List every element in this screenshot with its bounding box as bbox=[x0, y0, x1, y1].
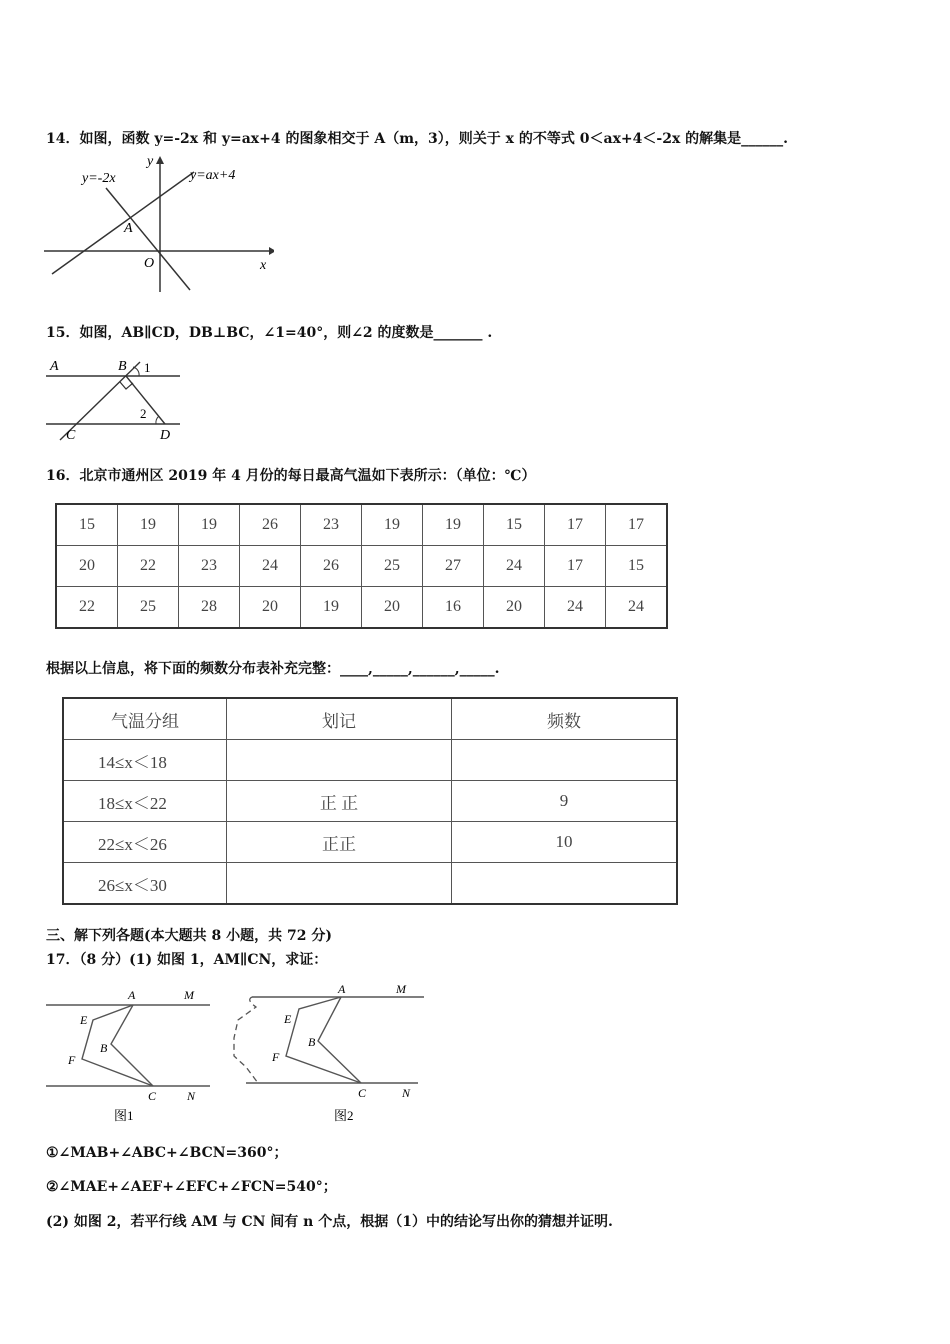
label-d: D bbox=[160, 428, 171, 443]
caption-fig2: 图2 bbox=[334, 1108, 354, 1123]
dashed-path bbox=[234, 997, 258, 1083]
q17-figure-1 bbox=[44, 982, 214, 1127]
q16-prompt: 根据以上信息，将下面的频数分布表补充完整：____,_____,______,_____. bbox=[46, 661, 500, 677]
label-f: F bbox=[68, 1053, 76, 1067]
temperature-table bbox=[55, 503, 668, 629]
label-y: y bbox=[147, 154, 154, 169]
label-b: B bbox=[100, 1041, 108, 1055]
table-row: 26≤x＜30 bbox=[63, 863, 677, 905]
label-n: N bbox=[187, 1089, 196, 1103]
table-header-row bbox=[63, 698, 677, 740]
q14-figure bbox=[44, 152, 274, 294]
label-angle2: 2 bbox=[140, 406, 147, 421]
angle2-arc bbox=[156, 416, 159, 424]
label-point-a: A bbox=[124, 221, 133, 236]
label-e: E bbox=[80, 1013, 88, 1027]
section-title: 三、解下列各题(本大题共 8 小题，共 72 分) bbox=[46, 928, 332, 944]
header-count: 频数 bbox=[452, 698, 678, 740]
q17-claim-2: ②∠MAE+∠AEF+∠EFC+∠FCN=540°； bbox=[46, 1179, 337, 1195]
label-a: A bbox=[128, 988, 136, 1002]
q15-text: 15．如图，AB∥CD，DB⊥BC，∠1=40°，则∠2 的度数是_______ . bbox=[46, 325, 493, 341]
q17-claim-1: ①∠MAB+∠ABC+∠BCN=360°； bbox=[46, 1145, 288, 1161]
line-y-neg2x bbox=[106, 188, 190, 290]
x-axis-arrow bbox=[269, 247, 274, 255]
label-m: M bbox=[184, 988, 194, 1002]
table-row: 15 19 19 26 23 19 19 15 17 17 bbox=[56, 504, 667, 546]
table-row: 20 22 23 24 26 25 27 24 17 15 bbox=[56, 546, 667, 587]
label-angle1: 1 bbox=[144, 360, 151, 375]
caption-fig1: 图1 bbox=[114, 1108, 134, 1123]
label-y-neg2x: y=-2x bbox=[82, 171, 116, 186]
label-e: E bbox=[284, 1012, 292, 1026]
label-b: B bbox=[308, 1035, 316, 1049]
label-c: C bbox=[66, 428, 76, 443]
label-n: N bbox=[402, 1086, 411, 1100]
label-origin: O bbox=[144, 256, 155, 271]
q17-part-2: (2) 如图 2，若平行线 AM 与 CN 间有 n 个点，根据（1）中的结论写出你的猜想并证明. bbox=[46, 1214, 613, 1230]
header-group: 气温分组 bbox=[63, 698, 227, 740]
table-row: 22≤x＜26 正正 10 bbox=[63, 822, 677, 863]
label-b: B bbox=[118, 359, 127, 374]
table-row: 22 25 28 20 19 20 16 20 24 24 bbox=[56, 587, 667, 629]
label-x: x bbox=[260, 258, 267, 273]
q17-text: 17．（8 分）(1) 如图 1，AM∥CN，求证： bbox=[46, 952, 328, 968]
label-f: F bbox=[272, 1050, 280, 1064]
frequency-table bbox=[62, 697, 678, 905]
q17-figure-2 bbox=[228, 980, 428, 1125]
y-axis-arrow bbox=[156, 156, 164, 164]
table-row: 14≤x＜18 bbox=[63, 740, 677, 781]
table-row: 18≤x＜22 正 正 9 bbox=[63, 781, 677, 822]
label-c: C bbox=[358, 1086, 367, 1100]
header-tally: 划记 bbox=[227, 698, 452, 740]
path-aefc bbox=[82, 1005, 153, 1086]
label-m: M bbox=[396, 982, 406, 996]
label-c: C bbox=[148, 1089, 157, 1103]
path-abc bbox=[111, 1005, 153, 1086]
line-y-ax4 bbox=[52, 172, 194, 274]
path-aefc bbox=[286, 997, 361, 1083]
label-a: A bbox=[338, 982, 346, 996]
label-a: A bbox=[50, 359, 59, 374]
q16-text: 16．北京市通州区 2019 年 4 月份的每日最高气温如下表所示：（单位：℃） bbox=[46, 468, 536, 484]
q14-text: 14．如图，函数 y=-2x 和 y=ax+4 的图象相交于 A（m，3），则关于 x 的不等式 0＜ax+4＜-2x 的解集是______. bbox=[46, 131, 789, 147]
q15-figure bbox=[44, 356, 184, 446]
label-y-ax4: y=ax+4 bbox=[190, 168, 236, 183]
